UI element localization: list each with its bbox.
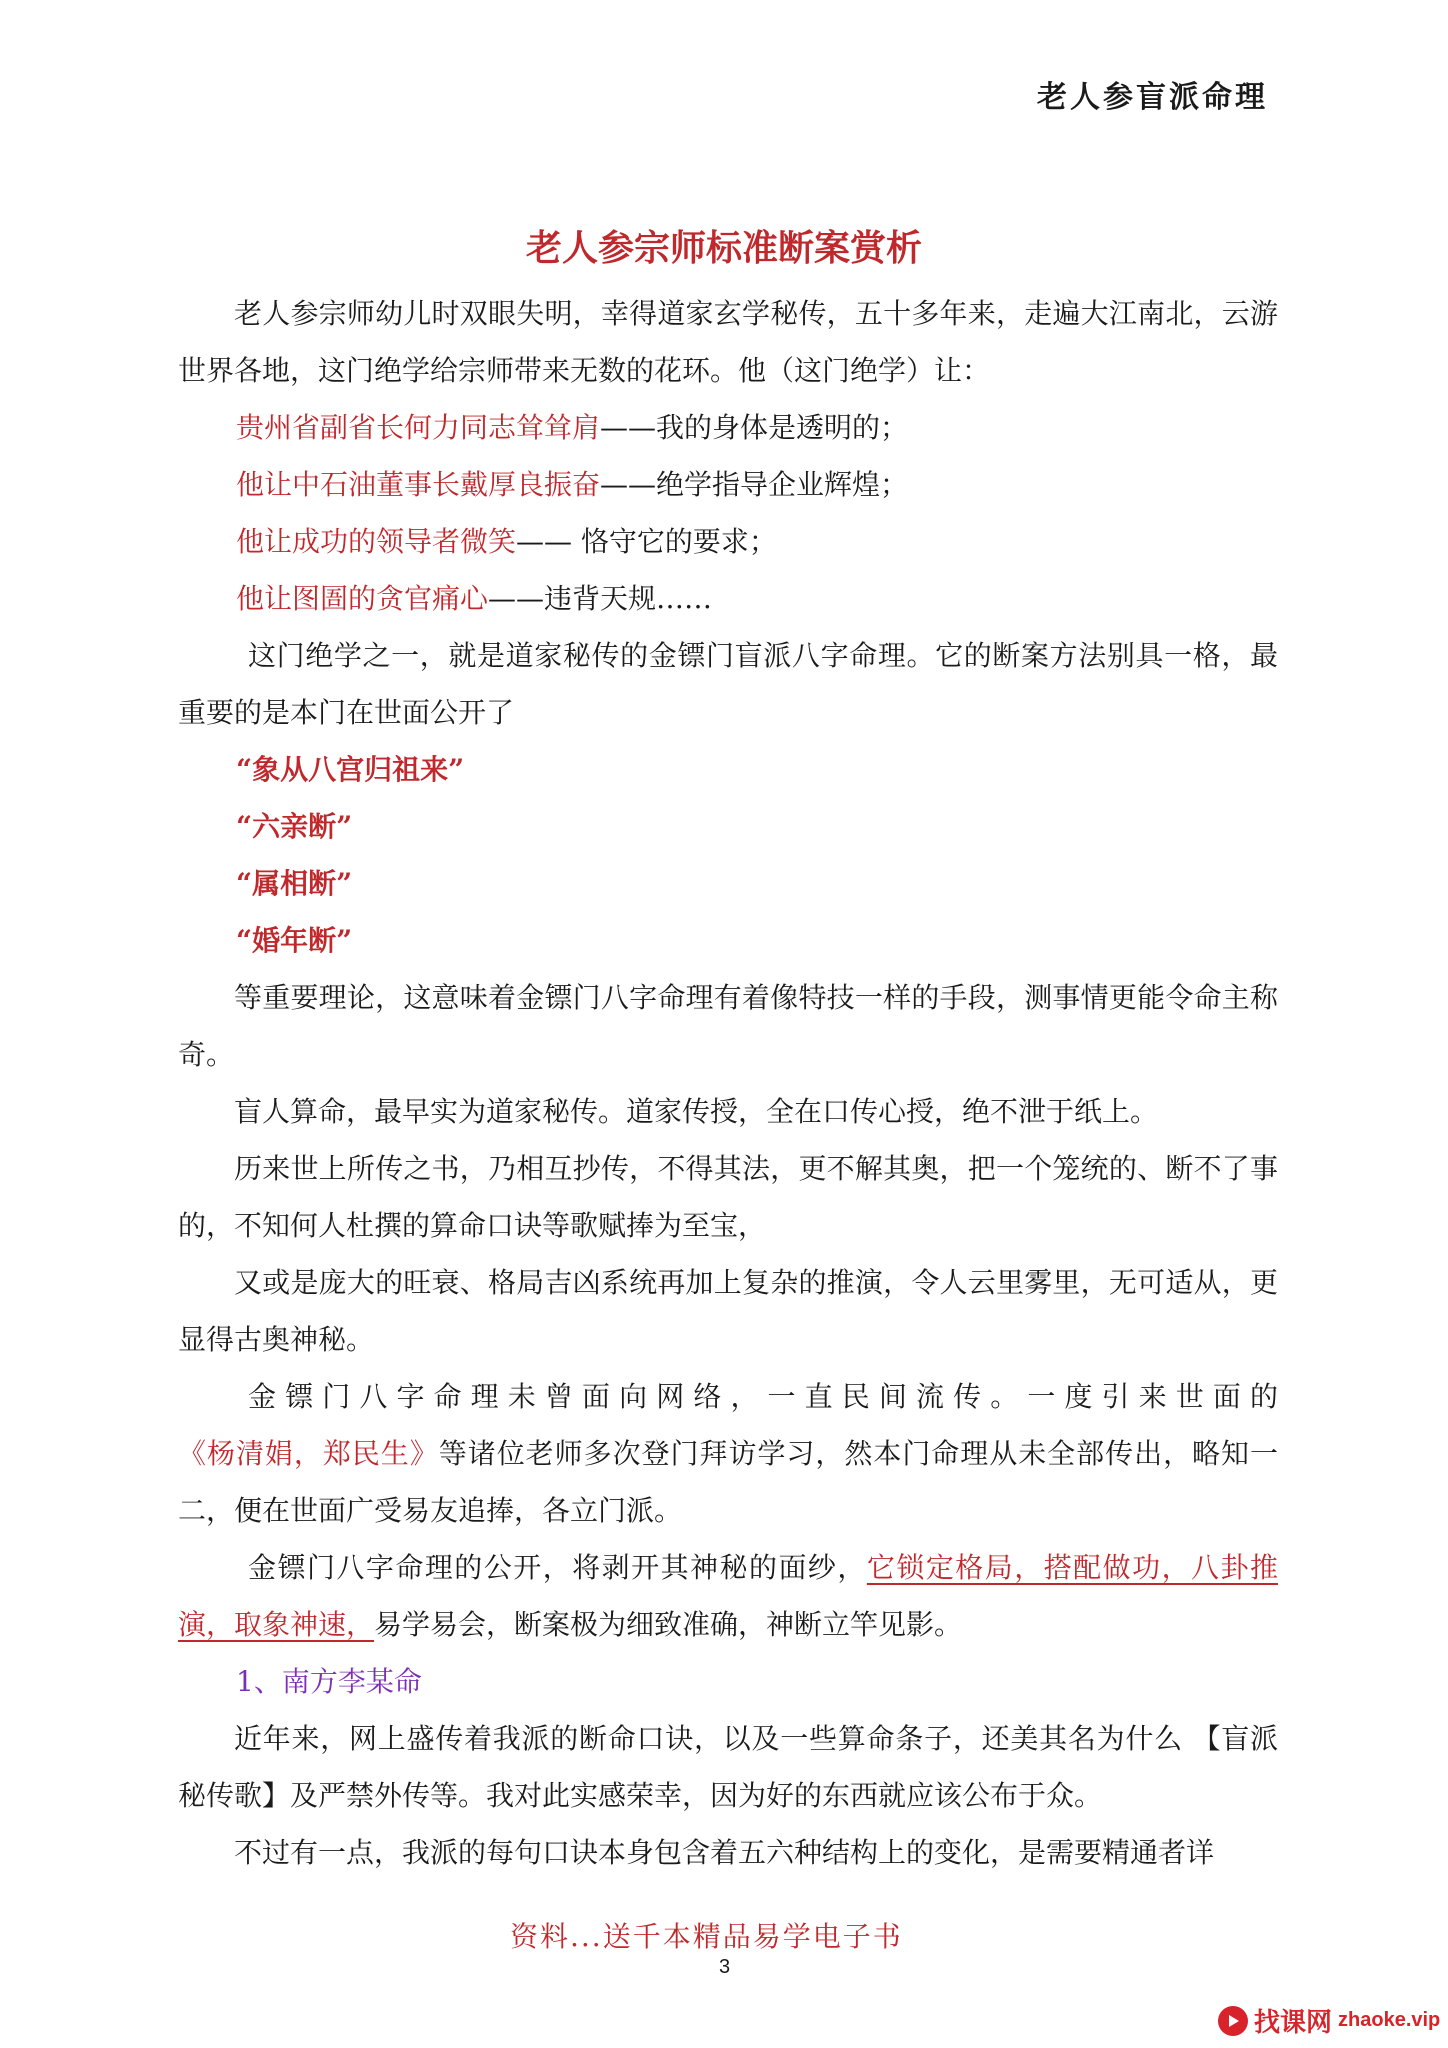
highlight-line-3	[178, 513, 1278, 570]
watermark-site: zhaoke.vip	[1338, 2009, 1441, 2031]
section-heading: 1、南方李某命	[236, 1665, 422, 1698]
p8-text-a: 金镖门八字命理的公开，将剥开其神秘的面纱，	[248, 1551, 867, 1584]
running-header: 老人参盲派命理	[1037, 80, 1268, 115]
highlight-rest: ——违背天规……	[488, 582, 713, 615]
intro-paragraph-6: 又或是庞大的旺衰、格局吉凶系统再加上复杂的推演，令人云里雾里，无可适从，更显得古奥神秘。	[178, 1266, 1278, 1356]
intro-paragraph-7	[178, 1368, 1278, 1539]
document-body	[178, 285, 1278, 1881]
watermark	[1218, 2002, 1440, 2039]
theory-quote-4: “婚年断”	[236, 924, 353, 957]
intro-paragraph-5: 历来世上所传之书，乃相互抄传，不得其法，更不解其奥，把一个笼统的、断不了事的，不知何人杜撰的算命口诀等歌赋捧为至宝，	[178, 1152, 1278, 1242]
intro-paragraph-2: 这门绝学之一，就是道家秘传的金镖门盲派八字命理。它的断案方法别具一格，最重要的是本门在世面公开了	[178, 639, 1278, 729]
section-paragraph-1: 近年来，网上盛传着我派的断命口诀，以及一些算命条子，还美其名为什么 【盲派秘传歌】及严禁外传等。我对此实感荣幸，因为好的东西就应该公布于众。	[178, 1722, 1278, 1812]
intro-paragraph-3: 等重要理论，这意味着金镖门八字命理有着像特技一样的手段，测事情更能令命主称奇。	[178, 981, 1278, 1071]
document-title: 老人参宗师标准断案赏析	[525, 227, 922, 269]
intro-paragraph-8	[178, 1539, 1278, 1653]
page-number: 3	[719, 1956, 731, 1978]
watermark-name: 找课网	[1254, 2007, 1333, 2037]
highlight-phrase: 他让中石油董事长戴厚良振奋	[236, 468, 601, 501]
p7-text-a: 金镖门八字命理未曾面向网络，一直民间流传。一度引来世面的	[248, 1380, 1278, 1413]
highlight-rest: ——绝学指导企业辉煌；	[600, 468, 909, 501]
p7-teacher-names: 《杨清娟，郑民生》	[178, 1437, 439, 1470]
highlight-line-1	[178, 399, 1278, 456]
highlight-phrase: 他让成功的领导者微笑	[236, 525, 517, 558]
theory-quote-2: “六亲断”	[236, 810, 353, 843]
footer-ad-text: 资料...送千本精品易学电子书	[510, 1920, 903, 1953]
highlight-rest: —— 恪守它的要求；	[516, 525, 777, 558]
intro-paragraph-1: 老人参宗师幼儿时双眼失明，幸得道家玄学秘传，五十多年来，走遍大江南北，云游世界各地，这门绝学给宗师带来无数的花环。他（这门绝学）让：	[178, 297, 1278, 387]
theory-quote-3: “属相断”	[236, 867, 353, 900]
highlight-phrase: 贵州省副省长何力同志耸耸肩	[236, 411, 601, 444]
section-paragraph-2: 不过有一点，我派的每句口诀本身包含着五六种结构上的变化，是需要精通者详	[234, 1836, 1215, 1869]
p8-text-b: 易学易会，断案极为细致准确，神断立竿见影。	[374, 1608, 963, 1641]
highlight-line-2	[178, 456, 1278, 513]
p8-underlined-phrase: 它锁定格局，搭配做功，八卦推演，取象神速，	[178, 1551, 1278, 1641]
highlight-phrase: 他让图圄的贪官痛心	[236, 582, 489, 615]
theory-quote-1: “象从八宫归祖来”	[236, 753, 465, 786]
p7-text-b: 等诸位老师多次登门拜访学习，然本门命理从未全部传出，略知一二，便在世面广受易友追捧，各立门派。	[178, 1437, 1278, 1527]
intro-paragraph-4: 盲人算命，最早实为道家秘传。道家传授，全在口传心授，绝不泄于纸上。	[234, 1095, 1159, 1128]
highlight-line-4	[178, 570, 1278, 627]
play-icon	[1218, 2006, 1248, 2036]
highlight-rest: ——我的身体是透明的；	[600, 411, 909, 444]
